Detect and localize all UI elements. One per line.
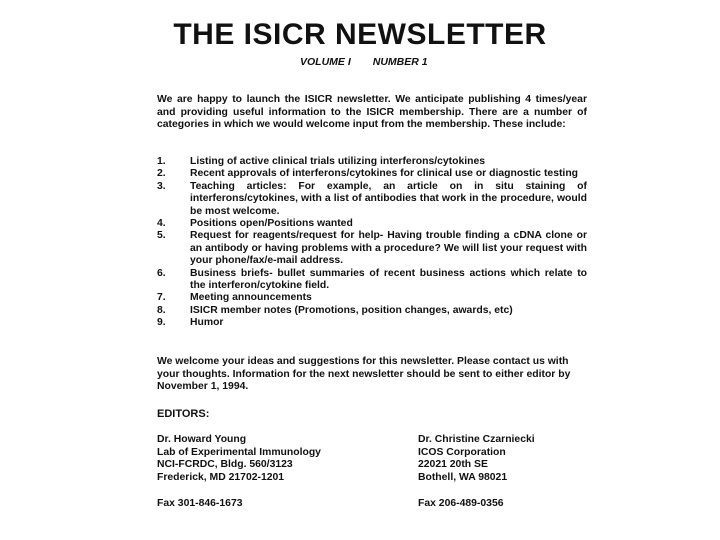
list-item <box>157 317 587 329</box>
list-item-number: 1. <box>157 156 166 167</box>
editor-fax: Fax 206-489-0356 <box>418 498 504 510</box>
list-item-text: Positions open/Positions wanted <box>190 218 353 230</box>
list-item-number: 6. <box>157 267 166 279</box>
list-item-number: 7. <box>157 292 166 304</box>
list-item-text: Meeting announcements <box>190 292 312 304</box>
volume-label: VOLUME I <box>300 56 351 68</box>
list-item-number: 9. <box>157 317 166 329</box>
category-list <box>157 156 587 330</box>
editor-name: Dr. Howard Young <box>157 434 247 445</box>
list-item <box>157 230 587 267</box>
editor-address-line2: Frederick, MD 21702-1201 <box>157 471 285 483</box>
list-item <box>157 268 587 293</box>
list-item-number: 8. <box>157 304 166 316</box>
list-item-number: 2. <box>157 168 166 180</box>
list-item-text: Humor <box>190 317 224 329</box>
list-item-number: 3. <box>157 180 166 192</box>
list-item-number: 5. <box>157 230 166 242</box>
list-item-text: Listing of active clinical trials utilizing interferons/cytokines <box>190 156 486 167</box>
volume-number-line <box>300 56 460 68</box>
list-item-text: Recent approvals of interferons/cytokines for clinical use or diagnostic testing <box>190 168 579 180</box>
list-item-text: Request for reagents/request for help- Having trouble finding a cDNA clone or an antibody or having problems with a procedure? We will list your request with your phone/fax/e-mail address. <box>190 230 587 267</box>
editor-address-line2: Bothell, WA 98021 <box>418 471 508 483</box>
editor-contact-young <box>157 434 387 511</box>
editor-fax: Fax 301-846-1673 <box>157 498 243 510</box>
list-item <box>157 156 587 168</box>
list-item-text: Teaching articles: For example, an article on in situ staining of interferons/cytokines, with a list of antibodies that work in the procedure, would be most welcome. <box>190 180 587 217</box>
editor-organization: Lab of Experimental Immunology <box>157 446 321 458</box>
editor-name: Dr. Christine Czarniecki <box>418 434 535 445</box>
newsletter-title: THE ISICR NEWSLETTER <box>173 18 547 51</box>
list-item <box>157 168 587 180</box>
list-item-text: ISICR member notes (Promotions, position changes, awards, etc) <box>190 304 513 316</box>
editor-address-line1: NCI-FCRDC, Bldg. 560/3123 <box>157 459 293 471</box>
editor-contact-czarniecki <box>418 434 648 511</box>
issue-number-label: NUMBER 1 <box>372 56 428 68</box>
list-item-text: Business briefs- bullet summaries of recent business actions which relate to the interferon/cytokine field. <box>190 267 587 292</box>
editor-address-line1: 22021 20th SE <box>418 459 488 471</box>
editors-heading: EDITORS: <box>157 408 210 420</box>
list-item-number: 4. <box>157 218 166 230</box>
editor-organization: ICOS Corporation <box>418 446 506 458</box>
closing-paragraph: We welcome your ideas and suggestions for this newsletter. Please contact us with your thoughts. Information for the next newsletter should be sent to either editor by November 1, 1994. <box>157 356 571 393</box>
list-item <box>157 305 587 317</box>
list-item <box>157 218 587 230</box>
list-item <box>157 181 587 218</box>
intro-paragraph: We are happy to launch the ISICR newsletter. We anticipate publishing 4 times/year and providing useful information to the ISICR membership. There are a number of categories in which we would welcome input from the membership. These include: <box>157 94 587 131</box>
list-item <box>157 292 587 304</box>
